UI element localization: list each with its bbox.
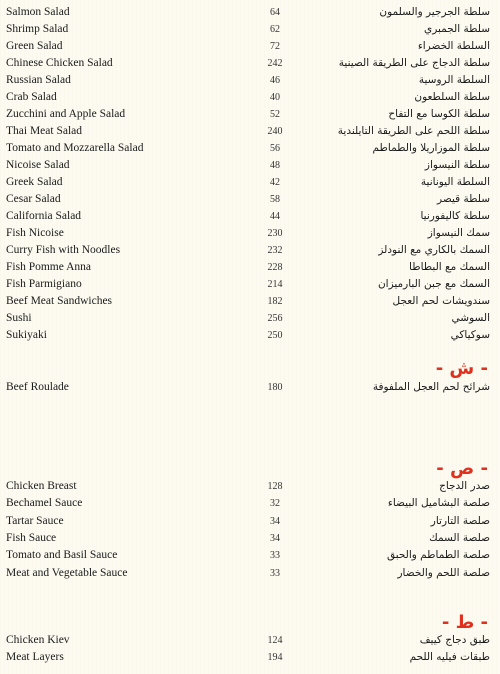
item-name-arabic: سلطة كاليفورنيا [420,210,490,222]
item-name-arabic: السلطة الخضراء [417,40,490,52]
item-name-english: Sukiyaki [6,329,47,341]
item-number: 34 [270,515,280,527]
item-name-arabic: سمك النيسواز [427,227,490,239]
item-name-arabic: سلطة الجمبري [424,23,490,35]
item-name-arabic: السمك مع البطاطا [409,261,490,273]
item-number: 48 [270,160,280,171]
item-name-english: Beef Roulade [6,381,69,393]
item-name-arabic: السمك مع جبن البارميزان [377,278,490,290]
item-name-arabic: صلصة اللحم والخضار [397,566,490,579]
item-number: 124 [267,635,283,646]
menu-item-row [0,546,500,565]
item-name-english: Salmon Salad [6,6,70,18]
item-number: 240 [267,126,283,137]
item-name-english: Beef Meat Sandwiches [6,295,113,307]
item-name-english: Greek Salad [6,176,63,188]
item-name-english: Shrimp Salad [6,23,69,35]
item-name-arabic: سلطة السلطعون [414,91,490,103]
menu-item-row [0,529,500,548]
item-name-english: Chicken Kiev [6,634,70,646]
item-name-english: Curry Fish with Noodles [6,244,121,256]
item-name-arabic: طبقات فيليه اللحم [409,651,490,663]
item-name-arabic: صلصة البشاميل البيضاء [387,497,490,510]
menu-item-row [0,648,500,667]
item-name-english: Fish Parmigiano [6,278,82,290]
item-name-arabic: سلطة الكوسا مع التفاح [388,108,490,120]
item-name-arabic: صلصة السمك [429,531,490,544]
item-name-english: Crab Salad [6,91,57,103]
item-name-english: Fish Sauce [6,531,57,544]
item-number: 180 [267,382,283,393]
item-name-english: Thai Meat Salad [6,125,83,137]
item-number: 228 [267,262,283,273]
item-number: 64 [270,7,280,18]
item-name-english: Bechamel Sauce [6,497,83,510]
item-name-arabic: صلصة التارتار [430,514,490,527]
menu-item-row [0,494,500,513]
item-name-arabic: شرائح لحم العجل الملفوفة [372,381,490,393]
item-number: 58 [270,194,280,205]
item-name-arabic: سلطة الموزاريلا والطماطم [372,142,490,154]
item-number: 242 [267,58,283,69]
item-name-english: Cesar Salad [6,193,61,205]
item-name-english: Green Salad [6,40,63,52]
item-number: 230 [267,228,283,239]
menu-item-row [0,564,500,583]
item-number: 194 [267,652,283,663]
item-number: 40 [270,92,280,103]
item-name-arabic: سلطة النيسواز [424,159,490,171]
item-number: 32 [270,498,280,510]
menu-item-row [0,378,500,397]
item-name-english: Fish Pomme Anna [6,261,91,273]
item-number: 256 [267,313,283,324]
item-name-english: Nicoise Salad [6,159,70,171]
item-number: 182 [267,296,283,307]
item-name-arabic: صلصة الطماطم والحبق [386,549,490,562]
item-name-english: Fish Nicoise [6,227,64,239]
item-number: 52 [270,109,280,120]
item-name-english: Chinese Chicken Salad [6,57,113,69]
item-name-english: Tomato and Basil Sauce [6,549,118,562]
item-number: 214 [267,279,283,290]
item-number: 42 [270,177,280,188]
item-name-arabic: سوكياكي [450,329,490,341]
item-name-arabic: طبق دجاج كييف [419,634,490,646]
item-name-english: Tartar Sauce [6,514,64,527]
item-number: 250 [267,330,283,341]
item-name-english: Sushi [6,312,32,324]
item-name-english: Meat Layers [6,651,64,663]
item-number: 46 [270,75,280,86]
item-number: 72 [270,41,280,52]
item-number: 33 [270,550,280,562]
item-name-english: Chicken Breast [6,480,77,492]
item-name-arabic: السلطة اليونانية [420,176,490,188]
item-name-english: Tomato and Mozzarella Salad [6,142,144,154]
item-number: 62 [270,24,280,35]
section-heading-sheen: - ش - [435,358,488,379]
menu-item-row [0,477,500,496]
item-number: 56 [270,143,280,154]
item-number: 232 [267,245,283,256]
item-name-english: Russian Salad [6,74,71,86]
item-name-arabic: سلطة اللحم على الطريقة التايلندية [337,125,490,137]
item-name-english: California Salad [6,210,82,222]
section-heading-sad: - ص - [436,458,488,479]
item-name-arabic: السلطة الروسية [418,74,490,86]
item-name-arabic: صدر الدجاج [439,480,490,492]
item-name-arabic: السمك بالكاري مع النودلز [378,244,490,256]
item-name-arabic: سلطة الجرجير والسلمون [379,6,490,18]
item-number: 33 [270,567,280,579]
section-heading-taa: - ط - [441,612,488,633]
menu-item-row [0,326,500,345]
item-name-english: Zucchini and Apple Salad [6,108,126,120]
item-name-arabic: السوشي [451,312,490,324]
item-number: 128 [267,481,283,492]
item-name-english: Meat and Vegetable Sauce [6,566,128,579]
menu-item-row [0,512,500,531]
item-name-arabic: سلطة قيصر [437,193,490,205]
item-name-arabic: سلطة الدجاج على الطريقة الصينية [338,57,490,69]
item-number: 44 [270,211,280,222]
item-name-arabic: سندويشات لحم العجل [392,295,490,307]
item-number: 34 [270,532,280,544]
